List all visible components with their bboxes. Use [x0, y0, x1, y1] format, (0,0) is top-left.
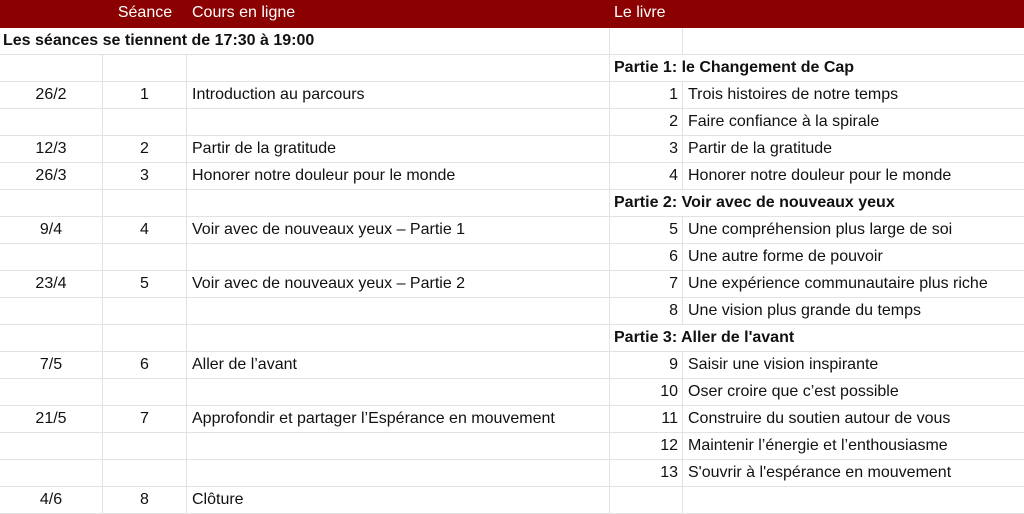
course-title-cell[interactable]: [187, 298, 610, 325]
book-part-heading[interactable]: Partie 3: Aller de l'avant: [610, 325, 1024, 352]
chapter-number-cell[interactable]: 3: [610, 136, 683, 163]
seance-number-cell[interactable]: [103, 298, 187, 325]
course-title-cell[interactable]: Aller de l’avant: [187, 352, 610, 379]
header-cell-cours[interactable]: Cours en ligne: [187, 0, 610, 28]
chapter-number-cell[interactable]: 13: [610, 460, 683, 487]
chapter-title-cell[interactable]: Construire du soutien autour de vous: [683, 406, 1024, 433]
header-cell-seance[interactable]: Séance: [103, 0, 187, 28]
date-cell[interactable]: [0, 55, 103, 82]
date-cell[interactable]: 9/4: [0, 217, 103, 244]
chapter-number-cell[interactable]: 9: [610, 352, 683, 379]
seance-number-cell[interactable]: [103, 325, 187, 352]
date-cell[interactable]: [0, 325, 103, 352]
seance-number-cell[interactable]: 7: [103, 406, 187, 433]
course-title-cell[interactable]: [187, 379, 610, 406]
course-title-cell[interactable]: [187, 244, 610, 271]
chapter-title-cell[interactable]: Trois histoires de notre temps: [683, 82, 1024, 109]
date-cell[interactable]: [0, 379, 103, 406]
course-title-cell[interactable]: [187, 109, 610, 136]
chapter-number-cell[interactable]: 11: [610, 406, 683, 433]
course-title-cell[interactable]: Approfondir et partager l’Espérance en mouvement: [187, 406, 610, 433]
seance-number-cell[interactable]: 5: [103, 271, 187, 298]
date-cell[interactable]: 26/3: [0, 163, 103, 190]
chapter-number-cell[interactable]: [610, 487, 683, 514]
seance-number-cell[interactable]: 8: [103, 487, 187, 514]
course-title-cell[interactable]: [187, 433, 610, 460]
chapter-number-cell[interactable]: 5: [610, 217, 683, 244]
chapter-number-cell[interactable]: 6: [610, 244, 683, 271]
course-title-cell[interactable]: Introduction au parcours: [187, 82, 610, 109]
seance-number-cell[interactable]: [103, 433, 187, 460]
course-title-cell[interactable]: Honorer notre douleur pour le monde: [187, 163, 610, 190]
date-cell[interactable]: 4/6: [0, 487, 103, 514]
course-title-cell[interactable]: [187, 460, 610, 487]
seance-number-cell[interactable]: 2: [103, 136, 187, 163]
book-part-heading[interactable]: Partie 1: le Changement de Cap: [610, 55, 1024, 82]
header-cell-date[interactable]: [0, 0, 103, 28]
course-title-cell[interactable]: Partir de la gratitude: [187, 136, 610, 163]
chapter-title-cell[interactable]: Honorer notre douleur pour le monde: [683, 163, 1024, 190]
chapter-number-cell[interactable]: 10: [610, 379, 683, 406]
course-title-cell[interactable]: [187, 55, 610, 82]
course-title-cell[interactable]: [187, 190, 610, 217]
seance-number-cell[interactable]: [103, 55, 187, 82]
chapter-number-cell[interactable]: 8: [610, 298, 683, 325]
chapter-title-cell[interactable]: S'ouvrir à l'espérance en mouvement: [683, 460, 1024, 487]
cell-r1-c5[interactable]: [683, 28, 1024, 55]
date-cell[interactable]: [0, 190, 103, 217]
chapter-title-cell[interactable]: Une autre forme de pouvoir: [683, 244, 1024, 271]
date-cell[interactable]: 7/5: [0, 352, 103, 379]
chapter-title-cell[interactable]: Maintenir l’énergie et l’enthousiasme: [683, 433, 1024, 460]
chapter-title-cell[interactable]: Oser croire que c’est possible: [683, 379, 1024, 406]
seance-number-cell[interactable]: 6: [103, 352, 187, 379]
date-cell[interactable]: [0, 433, 103, 460]
date-cell[interactable]: 26/2: [0, 82, 103, 109]
chapter-title-cell[interactable]: Une compréhension plus large de soi: [683, 217, 1024, 244]
book-part-heading[interactable]: Partie 2: Voir avec de nouveaux yeux: [610, 190, 1024, 217]
course-title-cell[interactable]: Voir avec de nouveaux yeux – Partie 2: [187, 271, 610, 298]
chapter-title-cell[interactable]: Saisir une vision inspirante: [683, 352, 1024, 379]
header-cell-livre[interactable]: Le livre: [610, 0, 1024, 28]
date-cell[interactable]: 23/4: [0, 271, 103, 298]
course-title-cell[interactable]: [187, 325, 610, 352]
date-cell[interactable]: 12/3: [0, 136, 103, 163]
chapter-title-cell[interactable]: [683, 487, 1024, 514]
chapter-title-cell[interactable]: Partir de la gratitude: [683, 136, 1024, 163]
course-title-cell[interactable]: Voir avec de nouveaux yeux – Partie 1: [187, 217, 610, 244]
seance-number-cell[interactable]: [103, 109, 187, 136]
chapter-number-cell[interactable]: 1: [610, 82, 683, 109]
session-time-note[interactable]: Les séances se tiennent de 17:30 à 19:00: [0, 28, 610, 55]
chapter-title-cell[interactable]: Faire confiance à la spirale: [683, 109, 1024, 136]
course-title-cell[interactable]: Clôture: [187, 487, 610, 514]
seance-number-cell[interactable]: 4: [103, 217, 187, 244]
chapter-number-cell[interactable]: 7: [610, 271, 683, 298]
cell-r1-c4[interactable]: [610, 28, 683, 55]
date-cell[interactable]: [0, 298, 103, 325]
date-cell[interactable]: [0, 109, 103, 136]
chapter-number-cell[interactable]: 2: [610, 109, 683, 136]
date-cell[interactable]: 21/5: [0, 406, 103, 433]
chapter-number-cell[interactable]: 12: [610, 433, 683, 460]
date-cell[interactable]: [0, 460, 103, 487]
seance-number-cell[interactable]: [103, 190, 187, 217]
chapter-number-cell[interactable]: 4: [610, 163, 683, 190]
date-cell[interactable]: [0, 244, 103, 271]
seance-number-cell[interactable]: [103, 379, 187, 406]
seance-number-cell[interactable]: [103, 244, 187, 271]
seance-number-cell[interactable]: 1: [103, 82, 187, 109]
chapter-title-cell[interactable]: Une expérience communautaire plus riche: [683, 271, 1024, 298]
seance-number-cell[interactable]: [103, 460, 187, 487]
seance-number-cell[interactable]: 3: [103, 163, 187, 190]
chapter-title-cell[interactable]: Une vision plus grande du temps: [683, 298, 1024, 325]
